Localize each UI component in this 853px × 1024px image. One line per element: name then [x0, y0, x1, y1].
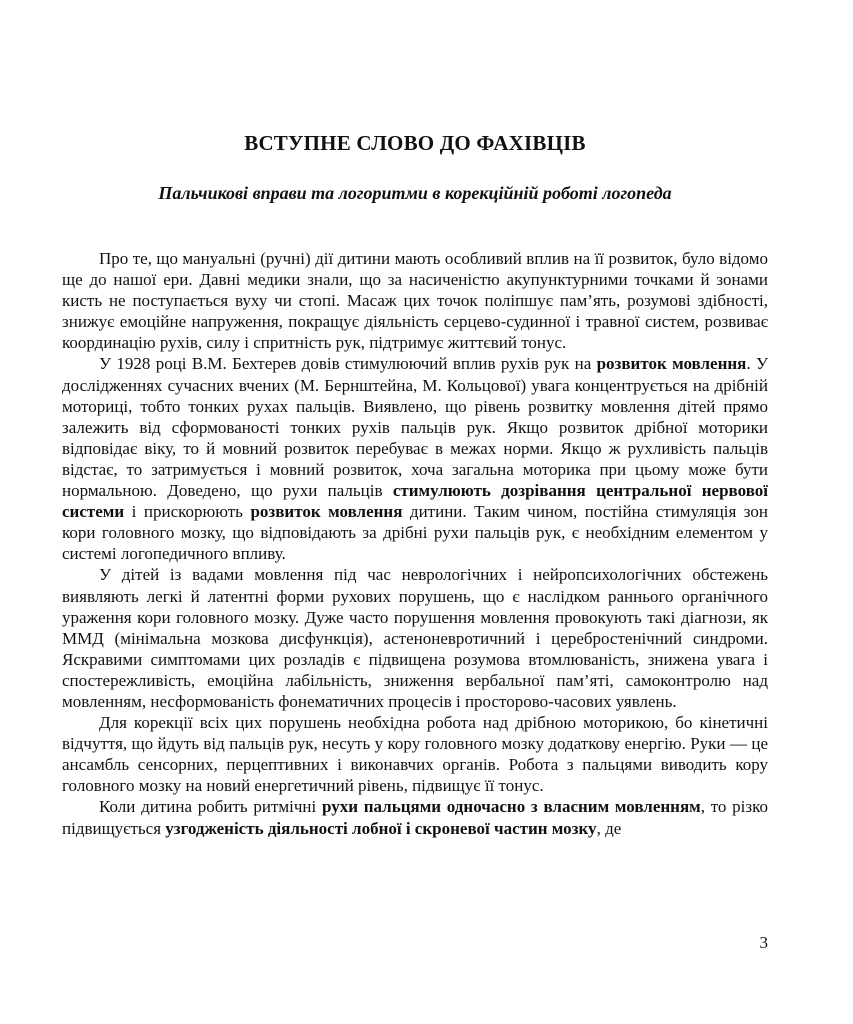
page-title: ВСТУПНЕ СЛОВО ДО ФАХІВЦІВ — [244, 131, 586, 155]
paragraph-5-text: Коли дитина робить ритмічні — [99, 797, 322, 817]
paragraph-4-text: Для корекції всіх цих порушень необхідна робота над дрібною моторикою, бо кінетичні відчуття, що йдуть від пальців рук, несуть у кору головного мозку додаткову енергію. Руки — це ансамбль сенсорних, перцептивних і виконавчих органів. Робота з пальцями виводить кору головного мозку на новий енергетичний рівень, підвищує її тонус. — [62, 713, 768, 796]
paragraph-3-text: У дітей із вадами мовлення під час неврологічних і нейропсихологічних обстежень виявляють легкі й латентні форми рухових порушень, що є наслідком раннього органічного ураження кори головного мозку. Дуже часто порушення мовлення провокують такі діагнози, як ММД (мінімальна мозкова дисфункція), астеноневротичний і церебростенічний синдроми. Яскравими симптомами цих розладів є підвищена розумова втомлюваність, знижена увага і спостережливість, емоційна лабільність, зниження вербальної пам’яті, самоконтролю над мовленням, несформованість фонематичних процесів і просторово-часових уявлень. — [62, 565, 768, 711]
body-text — [62, 248, 768, 839]
paragraph-5-text: , то різко підвищується — [62, 797, 768, 838]
paragraph-1-text: Про те, що мануальні (ручні) дії дитини мають особливий вплив на її розвиток, було відомо ще до нашої ери. Давні медики знали, що за насиченістю акупунктурними точками й зонами кисть не поступається вуху чи стопі. Масаж цих точок поліпшує пам’ять, розумові здібності, знижує емоційне напруження, покращує діяльність серцево-судинної і травної систем, розвиває координацію рухів, силу і спритність рук, підтримує життєвий тонус. — [62, 249, 768, 353]
emphasis-speech-development: розвиток мовлення — [250, 502, 403, 522]
page-subtitle: Пальчикові вправи та логоритми в корекційній роботі логопеда — [158, 183, 672, 203]
paragraph-5 — [62, 796, 768, 838]
paragraph-4 — [62, 712, 768, 796]
page-number: 3 — [759, 933, 768, 952]
document-page — [62, 0, 768, 1024]
emphasis-finger-movements: рухи пальцями одночасно з власним мовленням — [321, 797, 701, 817]
emphasis-cns-maturation: стимулюють дозрівання центральної нервової системи — [62, 481, 768, 522]
paragraph-1 — [62, 248, 768, 353]
emphasis-brain-coordination: узгодженість діяльності лобної і скроневої частин мозку — [165, 818, 597, 838]
paragraph-2 — [62, 353, 768, 564]
emphasis-speech-development: розвиток мовлення — [596, 354, 747, 374]
paragraph-5-text: , де — [596, 818, 622, 838]
paragraph-2-text: . У дослідженнях сучасних вчених (М. Бернштейна, М. Кольцової) увага концентрується на дрібній моториці, тобто тонких рухах пальців. Виявлено, що рівень розвитку мовлення дітей прямо залежить від сформованості тонких рухів пальців рук. Якщо розвиток дрібної моторики відповідає віку, то й мовний розвиток перебуває в межах норми. Якщо ж рухливість пальців відстає, то затримується і мовний розвиток, хоча загальна моторика при цьому може бути нормальною. Доведено, що рухи пальців — [62, 354, 768, 501]
paragraph-2-text: дитини. Таким чином, постійна стимуляція зон кори головного мозку, що відповідають за дрібні рухи пальців рук, є необхідним елементом у системі логопедичного впливу. — [62, 502, 768, 564]
paragraph-3 — [62, 564, 768, 712]
paragraph-2-text: У 1928 році В.М. Бехтерев довів стимулюючий вплив рухів рук на — [99, 354, 597, 374]
paragraph-2-text: і прискорюють — [124, 502, 251, 522]
